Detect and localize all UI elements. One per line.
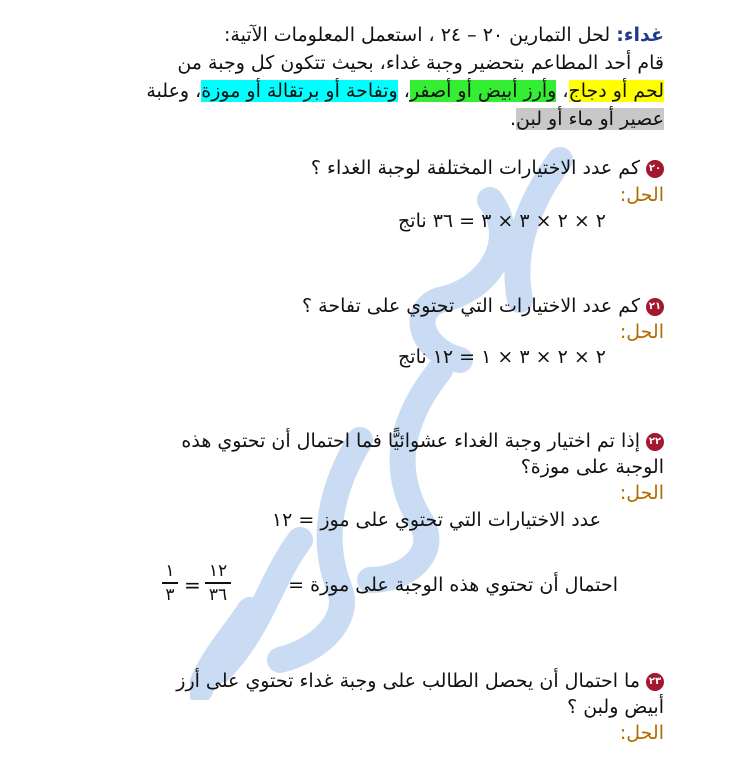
intro-line-2: قام أحد المطاعم بتحضير وجبة غداء، بحيث تتكون كل وجبة من (177, 52, 664, 74)
fraction-bar (205, 582, 231, 584)
question-number-badge: ٢١ (646, 298, 664, 316)
answer-22-probability-label: احتمال أن تحتوي هذه الوجبة على موزة = (288, 574, 618, 596)
highlight-rice: وأرز أبيض أو أصفر (409, 80, 557, 102)
fraction-12-36 (205, 562, 231, 604)
question-22 (181, 428, 664, 455)
highlight-drink: عصير أو ماء أو لبن (516, 108, 664, 130)
question-number-badge: ٢٣ (646, 673, 664, 691)
solution-label: الحل: (619, 482, 664, 504)
fraction-denominator: ٣٦ (208, 585, 228, 605)
highlight-fruit: وتفاحة أو برتقالة أو موزة (201, 80, 398, 102)
intro-line3-rest: ، وعلبة (146, 80, 202, 102)
fraction-denominator: ٣ (165, 585, 175, 605)
solution-label: الحل: (619, 184, 664, 206)
intro-heading: غداء: (616, 24, 664, 46)
question-text-line-1: ما احتمال أن يحصل الطالب على وجبة غداء تحتوي على أرز (176, 670, 640, 692)
intro-line-1 (224, 22, 664, 48)
solution-label: الحل: (619, 321, 664, 343)
answer-20: ٢ × ٢ × ٣ × ٣ = ٣٦ ناتج (398, 210, 606, 232)
question-number-badge: ٢٢ (646, 433, 664, 451)
intro-line-4 (510, 106, 664, 132)
intro-line1-text: لحل التمارين ٢٠ – ٢٤ ، استعمل المعلومات الآتية: (224, 24, 617, 46)
separator: ، (397, 80, 410, 102)
fraction-numerator: ١٢ (208, 561, 228, 581)
fraction-numerator: ١ (165, 561, 175, 581)
question-text: كم عدد الاختيارات المختلفة لوجبة الغداء ؟ (310, 157, 640, 179)
question-text-line-2: أبيض ولبن ؟ (567, 696, 664, 718)
solution-label: الحل: (619, 722, 664, 744)
fraction-bar (162, 582, 178, 584)
intro-line-3 (146, 78, 664, 104)
separator: ، (556, 80, 569, 102)
fraction-1-3 (162, 562, 178, 604)
question-text-line-1: إذا تم اختيار وجبة الغداء عشوائيًّا فما احتمال أن تحتوي هذه (181, 430, 640, 452)
question-21 (302, 293, 664, 320)
intro-line4-end: . (509, 108, 517, 130)
highlight-meat: لحم أو دجاج (568, 80, 664, 102)
question-number-badge: ٢٠ (646, 160, 664, 178)
question-23 (176, 668, 664, 695)
question-text-line-2: الوجبة على موزة؟ (520, 456, 664, 478)
answer-21: ٢ × ٢ × ٣ × ١ = ١٢ ناتج (398, 346, 606, 368)
question-text: كم عدد الاختيارات التي تحتوي على تفاحة ؟ (302, 295, 640, 317)
answer-22-count: عدد الاختيارات التي تحتوي على موز = ١٢ (271, 509, 601, 531)
equals-sign: = (184, 573, 201, 597)
question-20 (311, 155, 664, 182)
